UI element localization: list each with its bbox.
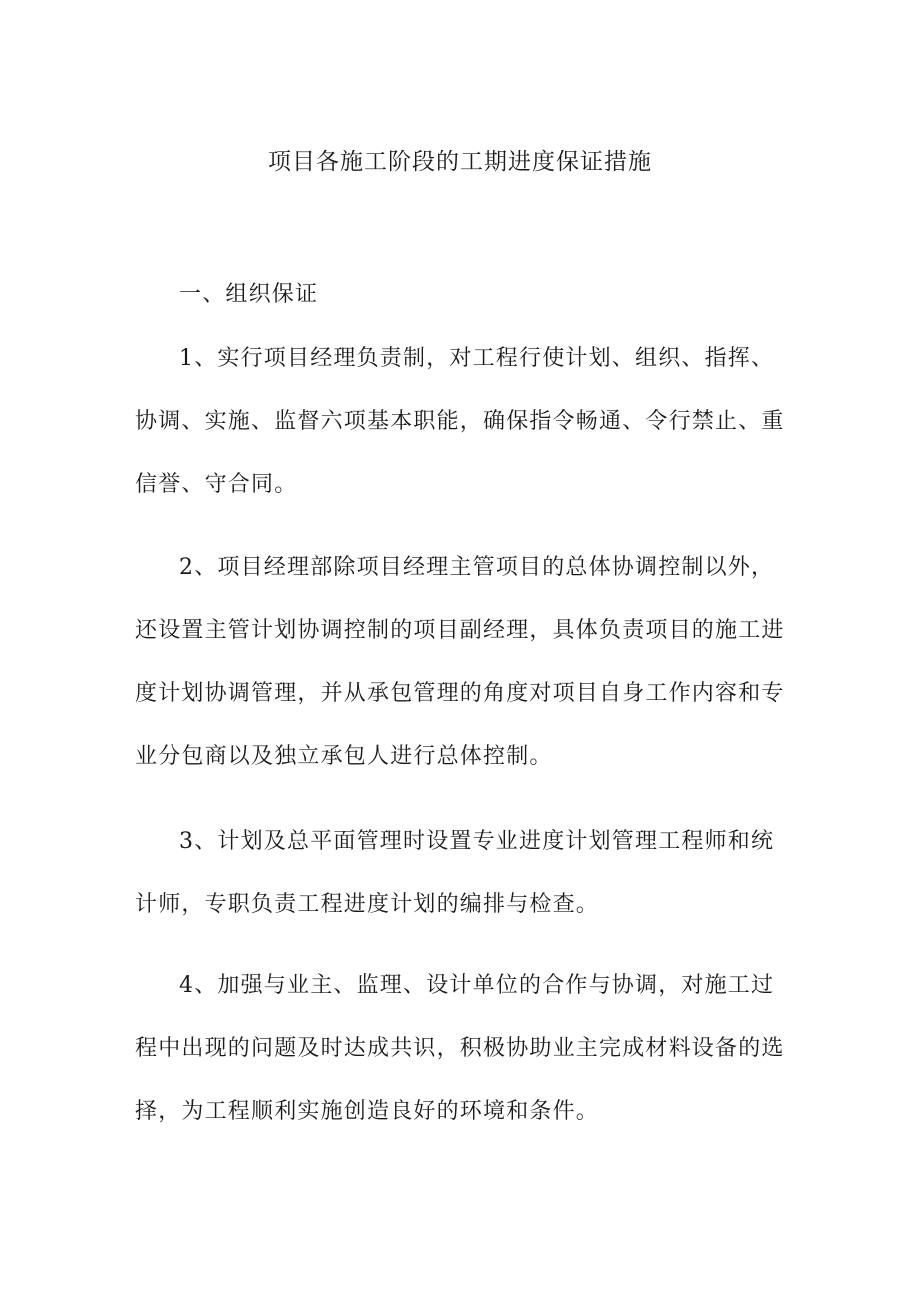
paragraph-2: 2、项目经理部除项目经理主管项目的总体协调控制以外，还设置主管计划协调控制的项目副经理，具体负责项目的施工进度计划协调管理，并从承包管理的角度对项目自身工作内容和专业分包商以及独立承包人进行总体控制。 — [135, 555, 785, 769]
document-title: 项目各施工阶段的工期进度保证措施 — [268, 149, 652, 175]
section-heading: 一、组织保证 — [179, 282, 319, 307]
paragraph-3: 3、计划及总平面管理时设置专业进度计划管理工程师和统计师，专职负责工程进度计划的编排与检查。 — [135, 829, 775, 917]
paragraph-4: 4、加强与业主、监理、设计单位的合作与协调，对施工过程中出现的问题及时达成共识，积极协助业主完成材料设备的选择，为工程顺利实施创造良好的环境和条件。 — [135, 973, 785, 1124]
paragraph-1: 1、实行项目经理负责制，对工程行使计划、组织、指挥、协调、实施、监督六项基本职能，确保指令畅通、令行禁止、重信誉、守合同。 — [135, 346, 785, 497]
